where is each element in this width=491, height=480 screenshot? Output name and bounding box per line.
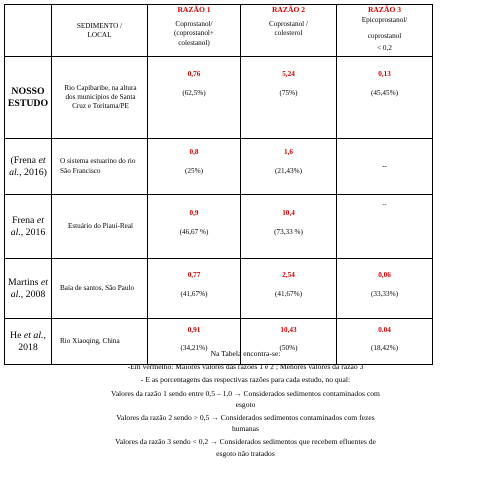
local-text: Baía de santos, São Paulo: [60, 283, 135, 292]
ratio2-value: 10,43: [280, 326, 297, 334]
header-local-cell: [52, 5, 148, 57]
ratio2-description: Coprostanol / colesterol: [269, 20, 308, 38]
ratio3-percent: (33,33%): [371, 290, 398, 298]
notes-title: Na Tabela encontra-se:: [210, 349, 281, 358]
study-cell: [5, 259, 52, 319]
local-text: Rio Capibaribe, na altura dos municípios de Santa Cruz e Toritama/PE: [64, 83, 137, 111]
ratio3-value: 0,13: [378, 70, 391, 78]
local-text: Rio Xiaoqing, China: [60, 336, 120, 345]
ratio3-conclusion: Considerados sedimentos que recebem efluentes de: [217, 437, 376, 447]
ratio3-value: 0.04: [378, 326, 391, 334]
study-name-a: (Frena: [10, 154, 39, 166]
ratio1-cell: [148, 57, 241, 139]
ratio2-conclusion: Considerados sedimentos contaminados com fezes: [218, 413, 375, 423]
study-name-c: 2016): [21, 166, 47, 178]
ratio1-cell: [148, 259, 241, 319]
study-cell: [5, 139, 52, 195]
table-header-row: [5, 5, 433, 57]
table-row: [5, 57, 433, 139]
ratio3-value: 0,06: [378, 271, 391, 279]
ratio2-cell: [241, 195, 337, 259]
ratio1-conclusion: Considerados sedimentos contaminados com: [241, 388, 380, 398]
ratio1-value: 0,76: [187, 70, 201, 78]
study-name-a: Martins: [7, 276, 41, 288]
ratio1-value: 0,9: [189, 209, 199, 217]
table-row: [5, 139, 433, 195]
study-cell: [5, 195, 52, 259]
study-cell: [5, 57, 52, 139]
ratio1-percent: (25%): [185, 167, 203, 175]
ratio3-cell: [337, 195, 433, 259]
ratio2-cell: [241, 259, 337, 319]
notes-line-ratio1: [0, 389, 491, 399]
ratio1-cell: [148, 139, 241, 195]
local-cell: [52, 259, 148, 319]
study-name-b: et al.,: [23, 329, 46, 341]
ratio3-percent: (18,42%): [371, 344, 398, 352]
ratio2-percent: (50%): [279, 344, 298, 352]
study-name-b: et al.,: [9, 154, 46, 178]
ratio2-cell: [241, 57, 337, 139]
notes-line-ratio1-cont: esgoto: [235, 399, 256, 409]
local-text: O sistema estuarino do rio São Francisco: [60, 157, 136, 175]
header-ratio1-cell: [148, 5, 241, 57]
ratio1-percent: (41,67%): [180, 290, 208, 298]
ratio3-label: RAZÃO 3: [367, 5, 402, 14]
right-arrow-icon: →: [211, 413, 219, 423]
ratio3-description-b: coprostanol: [367, 32, 402, 41]
ratio1-value: 0,8: [189, 148, 199, 156]
table-row: [5, 259, 433, 319]
notes-line-ratio3-cont: esgoto não tratados: [216, 448, 275, 458]
study-name-b: et al.,: [10, 214, 44, 238]
notes-line-red-values: -Em vermelho: Maiores valores das razões 1 e 2 ; Menores valores da razão 3: [127, 362, 364, 372]
notes-line-ratio2: [0, 413, 491, 423]
local-cell: [52, 57, 148, 139]
ratio3-cell: [337, 139, 433, 195]
study-name-c: 2008: [23, 288, 46, 300]
ratio1-value: 0,77: [187, 271, 201, 279]
ratio1-label: RAZÃO 1: [177, 5, 211, 14]
ratio1-percent: (34,21%): [180, 344, 208, 352]
ratio3-cell: [337, 259, 433, 319]
ratio2-value: 10,4: [282, 209, 295, 217]
notes-line-ratio3: [0, 437, 491, 447]
ratio1-percent: (46,67 %): [179, 228, 209, 236]
study-name-a: Frena: [12, 214, 37, 226]
local-cell: [52, 139, 148, 195]
study-name-b: et al.,: [10, 276, 48, 300]
ratio1-criterion: Valores da razão 1 sendo entre 0,5 – 1,0: [111, 388, 234, 398]
notes-line-ratio2-cont: humanas: [232, 424, 259, 434]
table-notes: [0, 349, 491, 459]
ratio3-value: --: [382, 202, 387, 208]
ratio2-percent: (21,43%): [275, 167, 302, 175]
ratio3-description-a: Epicoprostanol/: [361, 16, 408, 24]
local-cell: [52, 195, 148, 259]
study-name: NOSSO ESTUDO: [7, 85, 49, 109]
ratio1-percent: (62,5%): [182, 89, 206, 97]
ratio3-description-c: < 0,2: [377, 43, 392, 52]
header-study-cell: [5, 5, 52, 57]
header-local-label: SEDIMENTO / LOCAL: [76, 21, 123, 39]
ratio2-value: 1,6: [284, 148, 293, 156]
ratio2-value: 5,24: [282, 70, 295, 78]
study-name-c: 2016: [23, 226, 46, 238]
ratio1-description: Coprostanol/ (coprostanol+ colestanol): [174, 20, 214, 47]
ratio3-value: --: [382, 162, 387, 170]
ratio3-percent: (45,45%): [371, 89, 398, 97]
ratio2-value: 2,54: [282, 271, 295, 279]
study-name-c: 2018: [18, 341, 38, 353]
ratio2-percent: (41,67%): [275, 290, 302, 298]
table-row: [5, 195, 433, 259]
local-text: Estuário do Piauí-Real: [67, 221, 134, 230]
right-arrow-icon: →: [210, 437, 218, 447]
notes-line-percentages: - E as porcentagens das respectivas razões para cada estudo, no qual:: [140, 375, 351, 385]
ratio3-cell: [337, 57, 433, 139]
ratio2-criterion: Valores da razão 2 sendo > 0,5: [116, 413, 212, 423]
header-ratio3-cell: [337, 5, 433, 57]
study-name-a: He: [10, 329, 24, 341]
ratios-table: [4, 4, 433, 365]
ratio1-value: 0,91: [187, 326, 201, 334]
ratio2-cell: [241, 139, 337, 195]
header-ratio2-cell: [241, 5, 337, 57]
ratio2-percent: (73,33 %): [274, 228, 303, 236]
ratio2-percent: (75%): [279, 89, 298, 97]
ratio1-cell: [148, 195, 241, 259]
ratio2-label: RAZÃO 2: [271, 5, 306, 14]
ratio3-criterion: Valores da razão 3 sendo < 0,2: [115, 437, 211, 447]
right-arrow-icon: →: [233, 388, 242, 398]
